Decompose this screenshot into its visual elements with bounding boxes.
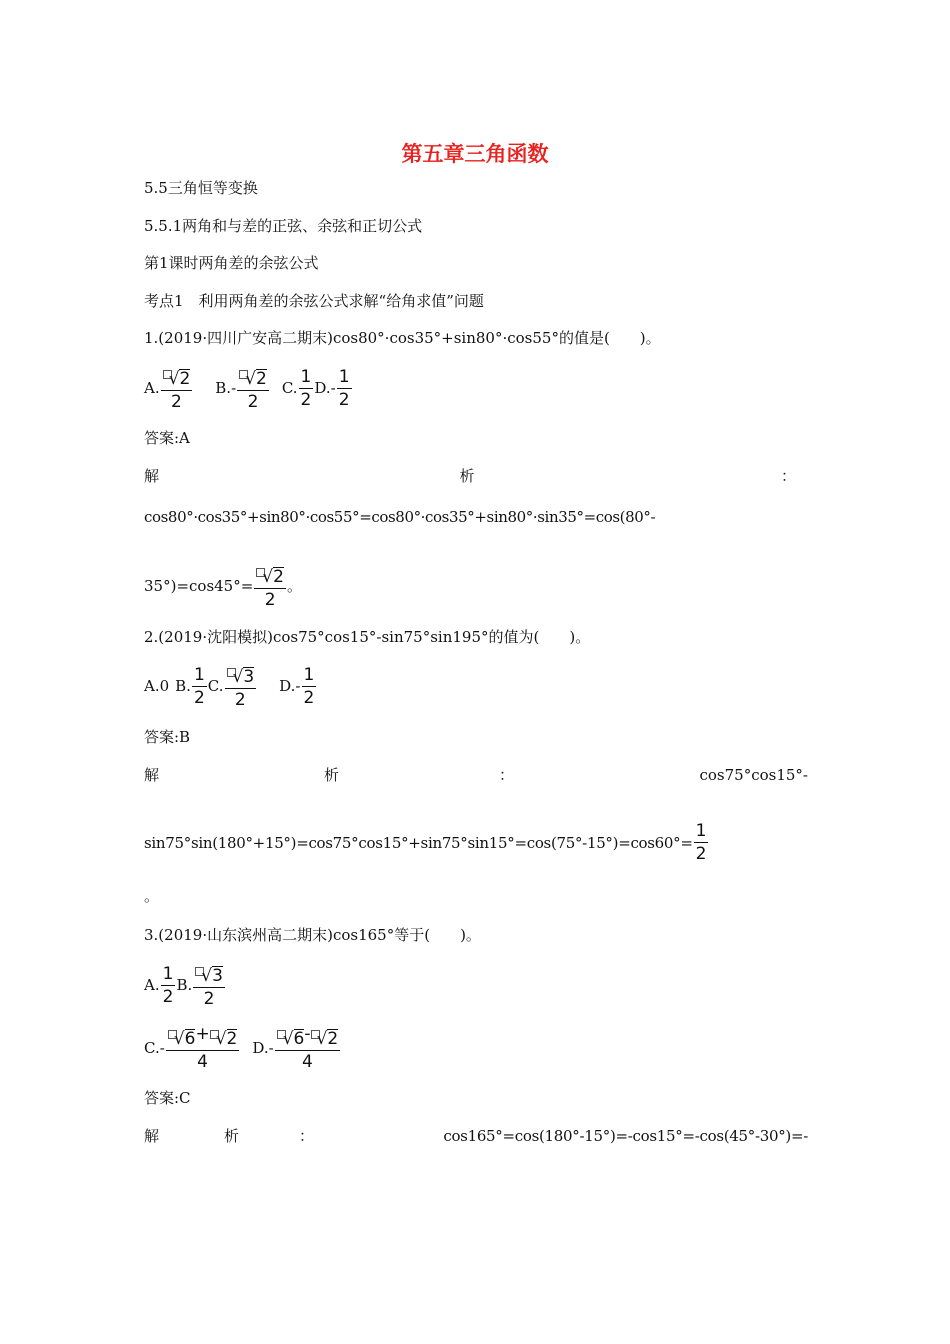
option-d-fraction: √ 6 - √ 2 4 <box>275 1024 340 1072</box>
option-a-label: A. <box>144 379 160 397</box>
denominator: 2 <box>162 986 174 1007</box>
option-a-fraction: √ 2 2 <box>161 364 193 412</box>
numerator: 1 <box>338 366 350 387</box>
denominator: 2 <box>171 392 182 412</box>
option-d-label: D.- <box>252 1039 274 1057</box>
lesson-heading: 第1课时两角差的余弦公式 <box>144 254 319 272</box>
analysis-xi: 析 <box>459 467 475 485</box>
question-2-answer: 答案:B <box>144 728 191 746</box>
radicand: 6 <box>293 1029 305 1049</box>
option-d-label: D.- <box>279 677 301 695</box>
question-2-options <box>144 662 317 710</box>
numerator: 1 <box>162 963 174 984</box>
analysis-xi: 析 <box>324 766 340 784</box>
analysis-colon: ： <box>499 766 515 784</box>
denominator: 2 <box>193 687 205 708</box>
denominator: 2 <box>303 687 315 708</box>
question-1-analysis-label <box>144 466 796 486</box>
radicand: 2 <box>273 567 284 587</box>
radicand: 3 <box>243 667 255 687</box>
option-a-label: A. <box>144 976 160 994</box>
question-1-answer: 答案:A <box>144 429 190 447</box>
denominator: 2 <box>338 389 350 410</box>
subsection-heading: 5.5.1两角和与差的正弦、余弦和正切公式 <box>144 217 423 235</box>
question-2-analysis-line-2 <box>144 821 709 864</box>
question-1-analysis-line-2 <box>144 562 302 610</box>
question-3-stem: 3.(2019·山东滨州高二期末)cos165°等于( )。 <box>144 926 481 944</box>
option-c-label: C. <box>207 677 224 695</box>
question-3-options-ab <box>144 961 226 1009</box>
analysis-text: sin75°sin(180°+15°)=cos75°cos15°+sin75°sin15°=cos(75°-15°)=cos60°= <box>144 833 693 852</box>
page-title: 第五章三角函数 <box>401 142 549 166</box>
radicand: 3 <box>212 966 223 986</box>
radicand: 2 <box>255 369 267 389</box>
question-1-options <box>144 364 353 412</box>
denominator: 2 <box>247 392 259 412</box>
option-b-label: B. <box>175 677 191 695</box>
option-d-label: D.- <box>314 379 336 397</box>
analysis-jie: 解 <box>144 467 160 485</box>
question-2-stem: 2.(2019·沈阳模拟)cos75°cos15°-sin75°sin195°的值为( )。 <box>144 628 591 646</box>
denominator: 2 <box>264 590 276 610</box>
option-c-fraction <box>299 367 314 410</box>
option-b-fraction: √ 2 2 <box>237 364 269 412</box>
denominator: 2 <box>234 690 246 710</box>
denominator: 2 <box>203 989 215 1009</box>
option-c-label: C. <box>281 379 298 397</box>
analysis-end: 。 <box>286 577 302 595</box>
topic-heading: 考点1 利用两角差的余弦公式求解“给角求值”问题 <box>144 292 484 310</box>
numerator: 1 <box>193 664 205 685</box>
question-1-stem: 1.(2019·四川广安高二期末)cos80°·cos35°+sin80°·cos55°的值是( )。 <box>144 329 661 347</box>
analysis-xi: 析 <box>224 1127 240 1145</box>
analysis-colon: ： <box>299 1127 315 1145</box>
option-d-fraction <box>302 665 317 708</box>
result-fraction: √ 2 2 <box>254 562 286 610</box>
question-2-analysis-end: 。 <box>144 887 160 905</box>
option-a-label: A.0 <box>144 677 170 695</box>
option-c-fraction: √ 6 + √ 2 4 <box>166 1024 240 1072</box>
radicand: 2 <box>327 1029 339 1049</box>
option-b-fraction: √ 3 2 <box>193 961 225 1009</box>
section-heading: 5.5三角恒等变换 <box>144 179 258 197</box>
option-a-fraction <box>161 964 176 1007</box>
operator: + <box>195 1024 210 1044</box>
denominator: 2 <box>695 844 707 864</box>
analysis-colon: ： <box>780 467 796 485</box>
question-3-answer: 答案:C <box>144 1089 191 1107</box>
numerator: 1 <box>695 821 707 841</box>
numerator: 1 <box>303 664 315 685</box>
radicand: 2 <box>226 1029 238 1049</box>
option-b-fraction <box>192 665 207 708</box>
option-d-fraction <box>337 367 352 410</box>
denominator: 2 <box>300 389 312 410</box>
option-b-label: B.- <box>215 379 237 397</box>
analysis-text: cos75°cos15°- <box>699 766 808 784</box>
question-1-analysis-line-1: cos80°·cos35°+sin80°·cos55°=cos80°·cos35°+sin80°·sin35°=cos(80°- <box>144 508 656 526</box>
analysis-jie: 解 <box>144 1127 160 1145</box>
numerator: 1 <box>300 366 312 387</box>
operator: - <box>304 1024 311 1044</box>
denominator: 4 <box>302 1052 313 1072</box>
radicand: 2 <box>179 369 191 389</box>
option-b-label: B. <box>176 976 193 994</box>
analysis-text: cos165°=cos(180°-15°)=-cos15°=-cos(45°-30°)=- <box>443 1127 808 1145</box>
result-fraction <box>694 821 709 864</box>
radicand: 6 <box>184 1029 196 1049</box>
denominator: 4 <box>197 1052 208 1072</box>
analysis-text: 35°)=cos45°= <box>144 577 254 595</box>
question-3-options-cd <box>144 1024 341 1072</box>
option-c-label: C.- <box>144 1039 165 1057</box>
option-c-fraction: √ 3 2 <box>225 662 257 710</box>
analysis-jie: 解 <box>144 766 160 784</box>
